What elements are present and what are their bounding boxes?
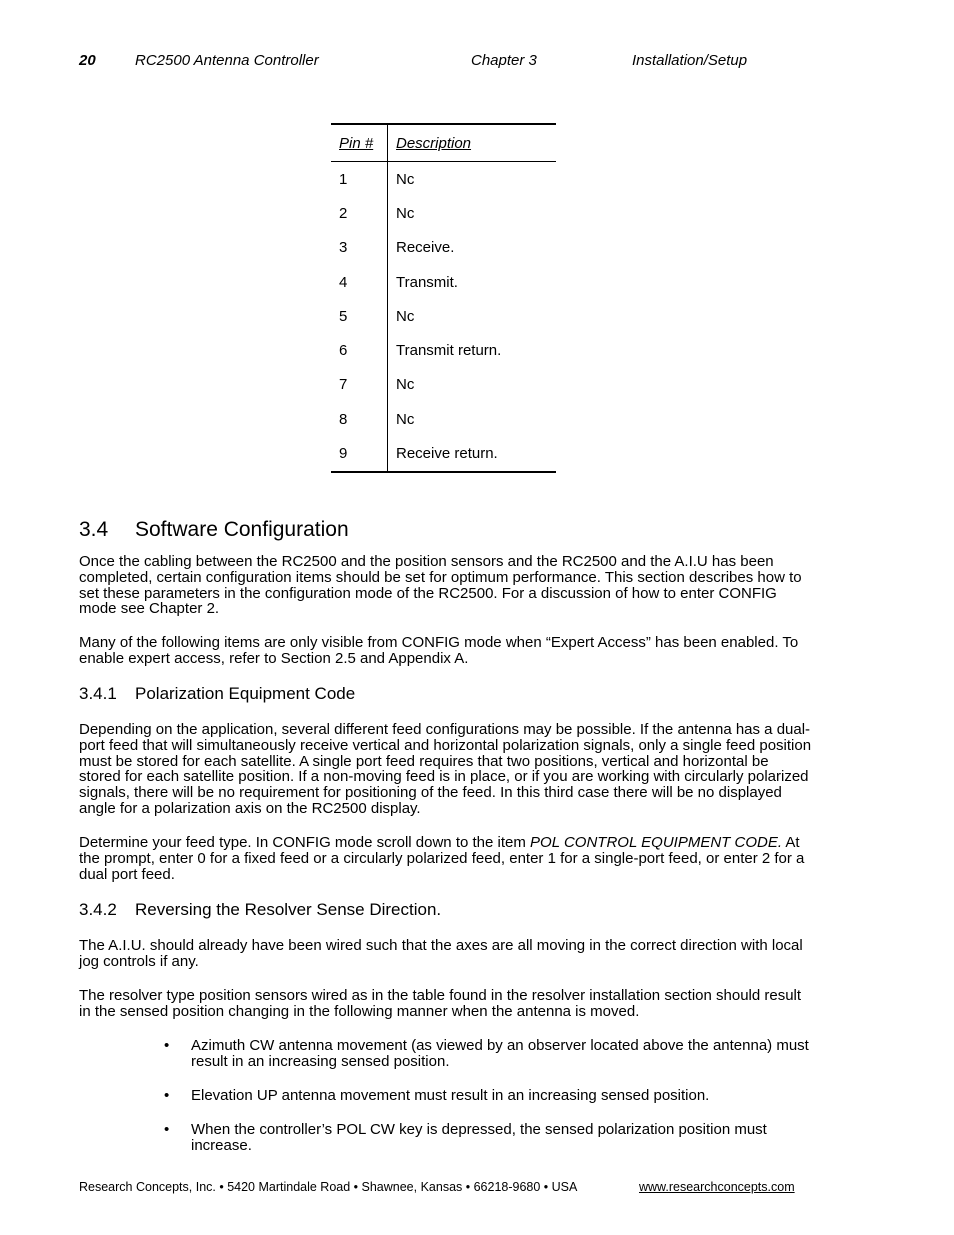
pin-number-cell: 2 (331, 196, 388, 230)
pin-description-cell: Transmit return. (396, 342, 502, 360)
pin-description-cell: Nc (396, 410, 415, 428)
section-3-4-2-heading (79, 900, 441, 920)
table-row (331, 231, 556, 265)
list-item-text: When the controller’s POL CW key is depressed, the sensed polarization position must increase. (191, 1121, 767, 1154)
paragraph-text: At the prompt, enter 0 for a fixed feed or a circularly polarized feed, enter 1 for a single-port feed, or enter 2 for a dual port feed. (79, 834, 805, 883)
list-item-text: Azimuth CW antenna movement (as viewed by an observer located above the antenna) must result in an increasing sensed position. (191, 1037, 809, 1070)
pin-table-header-row (331, 124, 556, 162)
pin-description-cell: Nc (396, 376, 415, 394)
table-row (331, 299, 556, 333)
section-3-4-2-paragraph-2: The resolver type position sensors wired as in the table found in the resolver installation section should result in the sensed position changing in the following manner when the antenna is moved. (79, 987, 802, 1020)
table-row (331, 436, 556, 471)
pin-description-cell: Nc (396, 204, 415, 222)
pin-description-cell: Nc (396, 307, 415, 325)
pin-description-cell: Nc (396, 170, 415, 188)
pin-number-cell: 7 (331, 368, 388, 402)
table-row (331, 196, 556, 230)
list-item-text: Elevation UP antenna movement must result in an increasing sensed position. (191, 1087, 710, 1104)
pin-number-cell: 1 (331, 162, 388, 197)
section-3-4-paragraph-2: Many of the following items are only visible from CONFIG mode when “Expert Access” has been enabled. To enable expert access, refer to Section 2.5 and Appendix A. (79, 634, 799, 667)
pin-number-cell: 6 (331, 333, 388, 367)
pin-table-body (331, 162, 556, 472)
table-row (331, 333, 556, 367)
section-3-4-1-paragraph-2 (79, 835, 814, 882)
pin-number-cell: 9 (331, 436, 388, 471)
section-3-4-heading (79, 518, 349, 542)
description-column-header: Description (388, 124, 557, 162)
paragraph-text: Determine your feed type. In CONFIG mode scroll down to the item (79, 834, 531, 851)
page-number: 20 (79, 52, 96, 69)
pin-number-cell: 3 (331, 231, 388, 265)
pin-description-cell: Transmit. (396, 273, 458, 291)
header-section: Installation/Setup (632, 52, 748, 69)
pin-number-cell: 5 (331, 299, 388, 333)
bullet-icon: • (164, 1121, 170, 1138)
config-item-name: POL CONTROL EQUIPMENT CODE. (530, 834, 783, 851)
section-3-4-1-heading (79, 684, 355, 704)
section-3-4-1-paragraph-1: Depending on the application, several different feed configurations may be possible. If the antenna has a dual-port feed that will simultaneously receive vertical and horizontal polarization signals, only a single feed position must be stored for each satellite. A single port feed requires that two positions, vertical and horizontal be stored for each satellite position. If a non-moving feed is in place, or if you are working with circularly polarized signals, there will be no requirement for positioning of the feed. In this third case there will be no displayed angle for a polarization axis on the RC2500 display. (79, 721, 812, 817)
subsection-title: Polarization Equipment Code (135, 684, 356, 703)
pin-description-cell: Receive return. (396, 445, 498, 463)
bullet-icon: • (164, 1087, 170, 1104)
pin-column-header: Pin # (331, 124, 388, 162)
section-title: Software Configuration (135, 518, 349, 541)
pin-number-cell: 8 (331, 402, 388, 436)
footer-website-link[interactable]: www.researchconcepts.com (639, 1180, 795, 1194)
section-3-4-paragraph-1: Once the cabling between the RC2500 and the position sensors and the RC2500 and the A.I.U has been completed, certain configuration items should be set for optimum performance. This section describes how to set these parameters in the configuration mode of the RC2500. For a discussion of how to enter CONFIG mode see Chapter 2. (79, 553, 802, 618)
header-doc-title: RC2500 Antenna Controller (135, 52, 319, 69)
header-chapter: Chapter 3 (471, 52, 537, 69)
bullet-icon: • (164, 1037, 170, 1054)
table-row (331, 162, 556, 197)
pin-table (331, 123, 556, 473)
subsection-number: 3.4.2 (79, 900, 117, 919)
section-number: 3.4 (79, 518, 109, 541)
subsection-number: 3.4.1 (79, 684, 117, 703)
sense-direction-list (164, 1038, 824, 1158)
table-row (331, 265, 556, 299)
table-row (331, 402, 556, 436)
table-row (331, 368, 556, 402)
footer-address: Research Concepts, Inc. • 5420 Martindale Road • Shawnee, Kansas • 66218-9680 • USA (79, 1180, 578, 1194)
section-3-4-2-paragraph-1: The A.I.U. should already have been wired such that the axes are all moving in the correct direction with local jog controls if any. (79, 937, 803, 970)
pin-number-cell: 4 (331, 265, 388, 299)
pin-description-cell: Receive. (396, 239, 455, 257)
subsection-title: Reversing the Resolver Sense Direction. (135, 900, 442, 919)
